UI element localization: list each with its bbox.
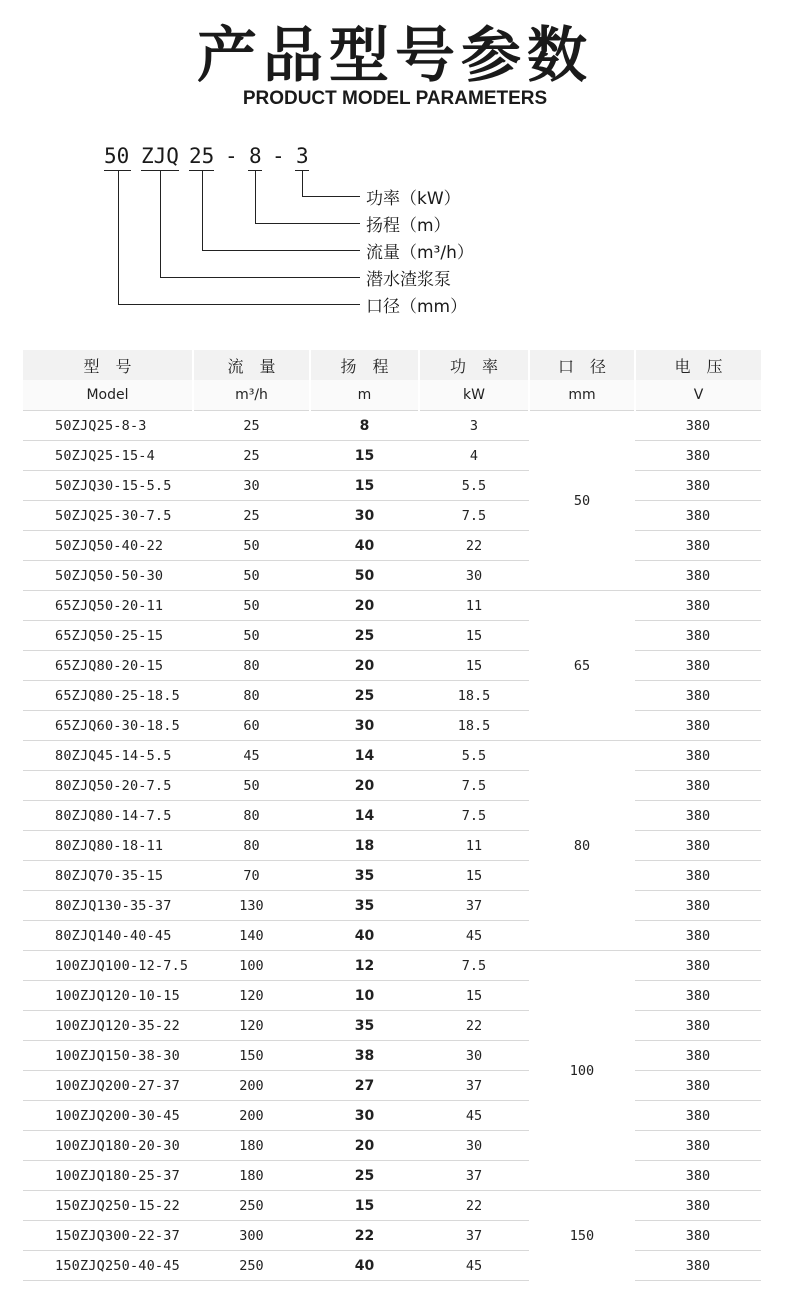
cell-flow: 250 — [193, 1251, 310, 1281]
cell-power: 45 — [419, 921, 529, 951]
cell-power: 7.5 — [419, 801, 529, 831]
cell-head: 8 — [310, 411, 419, 441]
cell-model: 65ZJQ50-25-15 — [23, 621, 193, 651]
cell-voltage: 380 — [635, 501, 761, 531]
cell-flow: 120 — [193, 981, 310, 1011]
cell-voltage: 380 — [635, 471, 761, 501]
cell-model: 50ZJQ50-50-30 — [23, 561, 193, 591]
cell-head: 27 — [310, 1071, 419, 1101]
cell-power: 15 — [419, 981, 529, 1011]
cell-power: 18.5 — [419, 681, 529, 711]
cell-power: 37 — [419, 891, 529, 921]
connector-head — [255, 170, 256, 223]
cell-head: 35 — [310, 891, 419, 921]
cell-head: 15 — [310, 1191, 419, 1221]
legend-type: 潜水渣浆泵 — [366, 270, 451, 290]
cell-power: 37 — [419, 1161, 529, 1191]
cell-flow: 60 — [193, 711, 310, 741]
cell-flow: 45 — [193, 741, 310, 771]
cell-model: 50ZJQ30-15-5.5 — [23, 471, 193, 501]
unit-flow: m³/h — [193, 380, 310, 411]
cell-voltage: 380 — [635, 441, 761, 471]
connector-flow — [202, 170, 203, 250]
cell-model: 80ZJQ140-40-45 — [23, 921, 193, 951]
cell-head: 22 — [310, 1221, 419, 1251]
cell-head: 14 — [310, 801, 419, 831]
cell-head: 30 — [310, 501, 419, 531]
cell-voltage: 380 — [635, 1221, 761, 1251]
cell-voltage: 380 — [635, 861, 761, 891]
cell-head: 38 — [310, 1041, 419, 1071]
cell-head: 25 — [310, 621, 419, 651]
cell-power: 22 — [419, 1191, 529, 1221]
cell-flow: 30 — [193, 471, 310, 501]
cell-head: 35 — [310, 861, 419, 891]
cell-voltage: 380 — [635, 891, 761, 921]
cell-model: 100ZJQ180-20-30 — [23, 1131, 193, 1161]
cell-voltage: 380 — [635, 681, 761, 711]
cell-flow: 200 — [193, 1071, 310, 1101]
cell-power: 30 — [419, 561, 529, 591]
legend-head: 扬程（m） — [366, 216, 451, 236]
code-flow: 25 — [189, 144, 215, 168]
cell-model: 80ZJQ70-35-15 — [23, 861, 193, 891]
cell-power: 15 — [419, 861, 529, 891]
cell-flow: 50 — [193, 621, 310, 651]
cell-head: 20 — [310, 1131, 419, 1161]
unit-voltage: V — [635, 380, 761, 411]
model-code-diagram — [0, 0, 790, 340]
cell-model: 50ZJQ50-40-22 — [23, 531, 193, 561]
table-row — [23, 771, 761, 801]
table-row — [23, 1071, 761, 1101]
cell-head: 15 — [310, 441, 419, 471]
cell-bore: 150 — [529, 1191, 635, 1281]
cell-flow: 80 — [193, 651, 310, 681]
cell-head: 18 — [310, 831, 419, 861]
cell-model: 150ZJQ250-15-22 — [23, 1191, 193, 1221]
cell-bore: 100 — [529, 951, 635, 1191]
cell-model: 100ZJQ120-10-15 — [23, 981, 193, 1011]
cell-power: 7.5 — [419, 771, 529, 801]
cell-model: 150ZJQ300-22-37 — [23, 1221, 193, 1251]
cell-model: 100ZJQ200-27-37 — [23, 1071, 193, 1101]
cell-voltage: 380 — [635, 771, 761, 801]
cell-power: 4 — [419, 441, 529, 471]
cell-head: 14 — [310, 741, 419, 771]
cell-model: 100ZJQ100-12-7.5 — [23, 951, 193, 981]
cell-voltage: 380 — [635, 951, 761, 981]
cell-head: 40 — [310, 921, 419, 951]
connector-power — [302, 170, 303, 196]
cell-power: 7.5 — [419, 951, 529, 981]
cell-head: 50 — [310, 561, 419, 591]
code-dash-1: - — [225, 144, 238, 168]
cell-head: 40 — [310, 1251, 419, 1281]
cell-model: 80ZJQ80-18-11 — [23, 831, 193, 861]
unit-bore: mm — [529, 380, 635, 411]
cell-flow: 50 — [193, 771, 310, 801]
cell-model: 65ZJQ80-20-15 — [23, 651, 193, 681]
cell-power: 30 — [419, 1131, 529, 1161]
legend-flow: 流量（m³/h） — [366, 243, 474, 263]
cell-flow: 200 — [193, 1101, 310, 1131]
legend-power: 功率（kW） — [366, 189, 461, 209]
cell-power: 7.5 — [419, 501, 529, 531]
cell-flow: 130 — [193, 891, 310, 921]
cell-model: 100ZJQ150-38-30 — [23, 1041, 193, 1071]
cell-power: 15 — [419, 621, 529, 651]
connector-series — [160, 170, 161, 277]
table-row — [23, 681, 761, 711]
cell-voltage: 380 — [635, 561, 761, 591]
cell-power: 22 — [419, 531, 529, 561]
cell-power: 18.5 — [419, 711, 529, 741]
cell-model: 65ZJQ80-25-18.5 — [23, 681, 193, 711]
table-row — [23, 861, 761, 891]
cell-model: 100ZJQ180-25-37 — [23, 1161, 193, 1191]
cell-head: 10 — [310, 981, 419, 1011]
unit-head: m — [310, 380, 419, 411]
cell-power: 45 — [419, 1251, 529, 1281]
parameter-table-container — [23, 350, 761, 1281]
header-row-units — [23, 380, 761, 411]
cell-head: 30 — [310, 1101, 419, 1131]
legend-bore: 口径（mm） — [366, 297, 468, 317]
table-row — [23, 1101, 761, 1131]
cell-bore: 50 — [529, 411, 635, 591]
table-row — [23, 711, 761, 741]
cell-power: 5.5 — [419, 741, 529, 771]
cell-head: 12 — [310, 951, 419, 981]
table-row — [23, 1191, 761, 1221]
code-head: 8 — [249, 144, 262, 168]
code-bore: 50 — [104, 144, 130, 168]
table-body — [23, 411, 761, 1281]
cell-head: 20 — [310, 771, 419, 801]
cell-power: 15 — [419, 651, 529, 681]
header-flow: 流 量 — [193, 350, 310, 380]
table-row — [23, 1161, 761, 1191]
cell-voltage: 380 — [635, 801, 761, 831]
cell-head: 25 — [310, 681, 419, 711]
cell-flow: 100 — [193, 951, 310, 981]
cell-head: 25 — [310, 1161, 419, 1191]
header-bore: 口 径 — [529, 350, 635, 380]
cell-model: 80ZJQ50-20-7.5 — [23, 771, 193, 801]
code-power: 3 — [296, 144, 309, 168]
table-row — [23, 441, 761, 471]
cell-power: 11 — [419, 831, 529, 861]
table-row — [23, 801, 761, 831]
cell-head: 30 — [310, 711, 419, 741]
code-dash-2: - — [272, 144, 285, 168]
table-row — [23, 951, 761, 981]
cell-voltage: 380 — [635, 1101, 761, 1131]
cell-model: 50ZJQ25-30-7.5 — [23, 501, 193, 531]
cell-model: 80ZJQ80-14-7.5 — [23, 801, 193, 831]
cell-voltage: 380 — [635, 591, 761, 621]
unit-power: kW — [419, 380, 529, 411]
table-row — [23, 411, 761, 441]
cell-voltage: 380 — [635, 531, 761, 561]
table-row — [23, 501, 761, 531]
table-row — [23, 651, 761, 681]
cell-model: 80ZJQ45-14-5.5 — [23, 741, 193, 771]
header-head: 扬 程 — [310, 350, 419, 380]
table-row — [23, 561, 761, 591]
cell-bore: 65 — [529, 591, 635, 741]
cell-voltage: 380 — [635, 921, 761, 951]
cell-voltage: 380 — [635, 1131, 761, 1161]
cell-power: 37 — [419, 1221, 529, 1251]
table-row — [23, 921, 761, 951]
cell-flow: 180 — [193, 1131, 310, 1161]
table-row — [23, 831, 761, 861]
cell-voltage: 380 — [635, 1071, 761, 1101]
cell-voltage: 380 — [635, 1191, 761, 1221]
cell-flow: 25 — [193, 501, 310, 531]
table-row — [23, 531, 761, 561]
cell-head: 20 — [310, 591, 419, 621]
table-row — [23, 1251, 761, 1281]
cell-power: 37 — [419, 1071, 529, 1101]
cell-voltage: 380 — [635, 741, 761, 771]
cell-flow: 50 — [193, 561, 310, 591]
cell-head: 20 — [310, 651, 419, 681]
cell-voltage: 380 — [635, 1161, 761, 1191]
cell-head: 40 — [310, 531, 419, 561]
cell-flow: 150 — [193, 1041, 310, 1071]
cell-model: 100ZJQ200-30-45 — [23, 1101, 193, 1131]
cell-voltage: 380 — [635, 711, 761, 741]
cell-voltage: 380 — [635, 621, 761, 651]
cell-bore: 80 — [529, 741, 635, 951]
table-row — [23, 741, 761, 771]
cell-model: 50ZJQ25-8-3 — [23, 411, 193, 441]
header-power: 功 率 — [419, 350, 529, 380]
cell-power: 11 — [419, 591, 529, 621]
connector-bore — [118, 170, 119, 304]
cell-flow: 140 — [193, 921, 310, 951]
cell-flow: 80 — [193, 801, 310, 831]
cell-model: 80ZJQ130-35-37 — [23, 891, 193, 921]
cell-power: 3 — [419, 411, 529, 441]
page-title: 产品型号参数 — [197, 21, 593, 91]
cell-flow: 50 — [193, 591, 310, 621]
header-voltage: 电 压 — [635, 350, 761, 380]
cell-voltage: 380 — [635, 831, 761, 861]
table-row — [23, 1221, 761, 1251]
cell-power: 22 — [419, 1011, 529, 1041]
cell-flow: 25 — [193, 411, 310, 441]
code-series: ZJQ — [141, 144, 179, 168]
unit-model: Model — [23, 380, 193, 411]
table-row — [23, 1131, 761, 1161]
table-row — [23, 981, 761, 1011]
cell-voltage: 380 — [635, 1011, 761, 1041]
cell-power: 5.5 — [419, 471, 529, 501]
cell-voltage: 380 — [635, 981, 761, 1011]
cell-flow: 80 — [193, 681, 310, 711]
table-row — [23, 1011, 761, 1041]
cell-flow: 25 — [193, 441, 310, 471]
cell-model: 65ZJQ60-30-18.5 — [23, 711, 193, 741]
cell-flow: 70 — [193, 861, 310, 891]
cell-voltage: 380 — [635, 1041, 761, 1071]
table-row — [23, 591, 761, 621]
cell-model: 65ZJQ50-20-11 — [23, 591, 193, 621]
cell-flow: 250 — [193, 1191, 310, 1221]
header-model: 型 号 — [23, 350, 193, 380]
cell-flow: 80 — [193, 831, 310, 861]
cell-model: 150ZJQ250-40-45 — [23, 1251, 193, 1281]
cell-head: 35 — [310, 1011, 419, 1041]
table-row — [23, 621, 761, 651]
cell-power: 30 — [419, 1041, 529, 1071]
cell-flow: 120 — [193, 1011, 310, 1041]
cell-flow: 50 — [193, 531, 310, 561]
cell-flow: 180 — [193, 1161, 310, 1191]
cell-head: 15 — [310, 471, 419, 501]
parameter-table — [23, 350, 761, 1281]
table-row — [23, 891, 761, 921]
table-row — [23, 1041, 761, 1071]
cell-flow: 300 — [193, 1221, 310, 1251]
table-row — [23, 471, 761, 501]
header-row-zh — [23, 350, 761, 380]
cell-voltage: 380 — [635, 651, 761, 681]
cell-model: 100ZJQ120-35-22 — [23, 1011, 193, 1041]
cell-voltage: 380 — [635, 411, 761, 441]
cell-model: 50ZJQ25-15-4 — [23, 441, 193, 471]
cell-voltage: 380 — [635, 1251, 761, 1281]
cell-power: 45 — [419, 1101, 529, 1131]
page-subtitle: PRODUCT MODEL PARAMETERS — [242, 88, 548, 109]
